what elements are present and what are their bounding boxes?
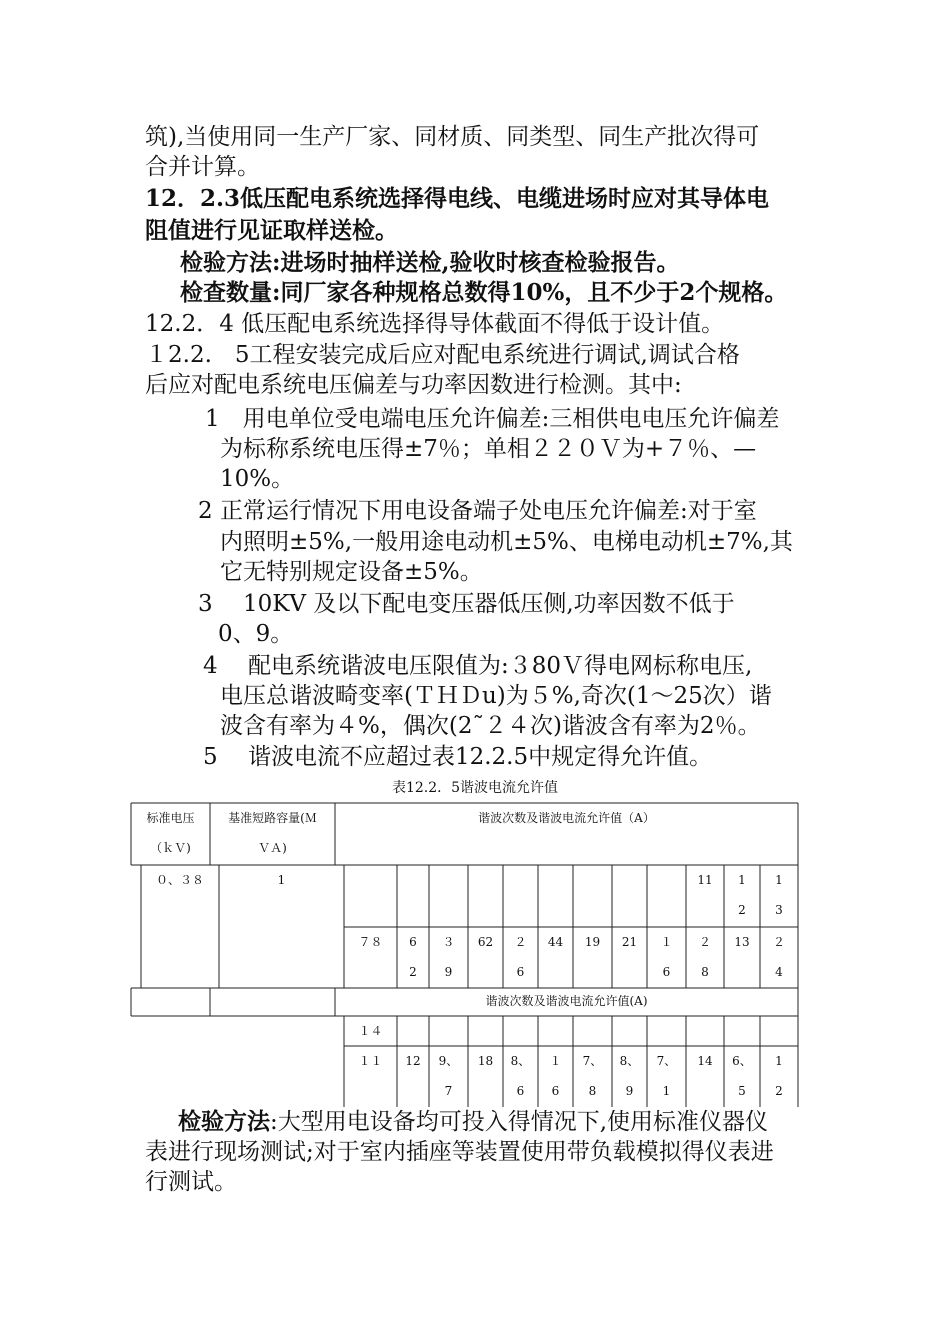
row2-cell: 6 [409,935,417,949]
row4-cell: 6 [516,1084,525,1098]
row2-cell: 62 [477,935,494,949]
p3-label: 检验方法 [180,249,272,276]
row4-cell: 14 [697,1054,713,1068]
row4-cell: 6 [551,1084,560,1098]
row4-cell: 9 [625,1084,634,1098]
last-text1: :大型用电设备均可投入得情况下,使用标准仪器仪 [270,1109,769,1135]
p1-line2: 合并计算。 [145,154,260,180]
row2-cell: 44 [547,935,564,949]
item1-line3: 10%。 [220,466,295,492]
row1-cell: 1 [775,873,783,887]
row4-cell: 6、 [732,1054,752,1068]
row1-cell: 1 [738,873,746,887]
row4-cell: 8、 [510,1054,531,1068]
item1-line1: 1 用电单位受电端电压允许偏差:三相供电电压允许偏差 [205,406,780,432]
row4-cell: 7、 [582,1054,603,1068]
row1-cell: 2 [738,903,746,917]
p4-text: :同厂家各种规格总数得10%，且不少于2个规格。 [272,279,788,306]
row2-cell: 8 [701,965,709,979]
table-caption: 表12.2．5谐波电流允许值 [391,780,559,796]
row4-cell: 7 [444,1084,453,1098]
p5-line: 12.2．4 低压配电系统选择得导体截面不得低于设计值。 [145,311,725,337]
header-voltage-1: 标准电压 [146,811,195,825]
row4-cell: １１ [358,1054,383,1068]
p1-line1: 筑),当使用同一生产厂家、同材质、同类型、同生产批次得可 [145,124,760,150]
item2-line3: 它无特别规定设备±5%。 [220,559,483,585]
row4-cell: １ [549,1054,562,1068]
row2-cell: ２ [772,935,785,949]
row4-cell: 18 [477,1054,494,1068]
item1-line2: 为标称系统电压得±7％；单相２２０Ｖ为+７％、— [220,436,757,462]
header-harmonics-2: 谐波次数及谐波电流允许值(A) [485,994,648,1008]
item2-line2: 内照明±5%,一般用途电动机±5%、电梯电动机±7%,其 [220,529,793,555]
row1-cell: 11 [697,873,713,887]
row3-cell: １４ [358,1024,383,1038]
item3-line1: 3 10KV 及以下配电变压器低压侧,功率因数不低于 [198,591,735,617]
item4-line2: 电压总谐波畸变率(ＴＨＤu)为５%,奇次(1～25次）谐 [220,683,772,709]
row2-cell: ７８ [358,935,383,949]
row2-cell: ３ [442,935,455,949]
item5-line: 5 谐波电流不应超过表12.2.5中规定得允许值。 [203,744,713,770]
row2-cell: 13 [734,935,750,949]
last-label: 检验方法 [178,1108,270,1135]
row4-cell: 12 [405,1054,421,1068]
item4-line1: 4 配电系统谐波电压限值为:３80Ｖ得电网标称电压, [203,653,753,679]
p4-label: 检查数量 [180,279,272,306]
row4-cell: 8 [588,1084,597,1098]
row4-cell: 1 [775,1054,783,1068]
row2-cell: 6 [662,965,671,979]
item3-line2: 0、9。 [218,621,294,647]
row2-cell: 19 [584,935,601,949]
last-line2: 表进行现场测试;对于室内插座等装置使用带负载模拟得仪表进 [145,1139,774,1165]
voltage-value: ０、３８ [155,873,204,887]
p4-line [180,278,787,308]
item4-line3: 波含有率为４%，偶次(2˜２４次)谐波含有率为2％。 [220,713,761,739]
row2-cell: 21 [621,935,638,949]
row2-cell: 2 [409,965,417,979]
header-capacity-1: 基准短路容量(Ｍ [228,811,317,825]
row2-cell: 6 [516,965,525,979]
row4-cell: 1 [662,1084,671,1098]
row4-cell: 2 [775,1084,783,1098]
row2-cell: ２ [698,935,711,949]
p3-line [180,248,680,278]
header-harmonics: 谐波次数及谐波电流允许值（A） [478,811,655,825]
p2-line2: 阻值进行见证取样送检。 [145,217,398,244]
p6-line1: １2.2. 5工程安装完成后应对配电系统进行调试,调试合格 [145,342,740,368]
p6-line2: 后应对配电系统电压偏差与功率因数进行检测。其中: [145,372,682,398]
header-voltage-2: （ｋＶ) [150,841,191,855]
last-line3: 行测试。 [145,1169,237,1195]
row2-cell: １ [660,935,673,949]
row1-cell: 3 [775,903,783,917]
p2-line1: 12．2.3低压配电系统选择得电线、电缆进场时应对其导体电 [145,185,770,212]
header-capacity-2: ＶＡ) [258,841,287,855]
last-line1 [178,1107,768,1137]
row4-cell: 8、 [619,1054,640,1068]
row4-cell: 7、 [656,1054,677,1068]
p3-text: :进场时抽样送检,验收时核查检验报告。 [272,249,680,276]
row2-cell: ２ [514,935,527,949]
capacity-value: 1 [277,873,286,887]
item2-line1: 2 正常运行情况下用电设备端子处电压允许偏差:对于室 [198,498,757,524]
row4-cell: 5 [738,1084,746,1098]
row2-cell: 9 [444,965,453,979]
row2-cell: 4 [775,965,783,979]
row4-cell: 9、 [438,1054,459,1068]
